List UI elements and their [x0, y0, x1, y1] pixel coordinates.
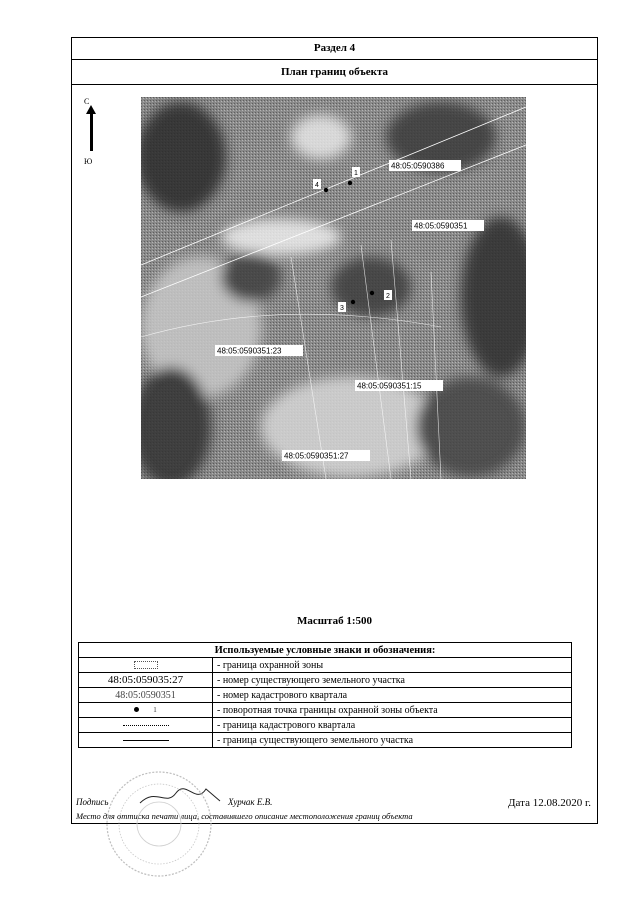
legend-symbol-quarter-number: 48:05:0590351 [79, 688, 213, 703]
legend-row [79, 718, 572, 733]
legend-symbol-quarter-boundary [79, 718, 213, 733]
compass-south-label: Ю [84, 157, 93, 166]
stamp-footnote: Место для оттиска печати лица, составившего описание местоположения границ объекта [76, 811, 413, 821]
point-dot-icon [134, 707, 139, 712]
dotted-line-icon [123, 725, 169, 726]
compass-icon [82, 97, 102, 167]
compass-north-label: С [84, 97, 90, 106]
quarter-label-0590351: 48:05:0590351 [414, 221, 468, 231]
parcel-label-23: 48:05:0590351:23 [217, 346, 282, 356]
document-frame [71, 37, 598, 824]
legend-table [78, 642, 572, 748]
legend-description: - граница охранной зоны [213, 658, 572, 673]
signer-name: Хурчак Е.В. [228, 797, 273, 807]
point-number-sample: 1 [153, 706, 157, 714]
legend-row [79, 733, 572, 748]
signature-date: Дата 12.08.2020 г. [508, 797, 591, 809]
legend-description: - граница кадастрового квартала [213, 718, 572, 733]
legend-header: Используемые условные знаки и обозначения: [79, 643, 572, 658]
legend-symbol-turning-point [79, 703, 213, 718]
parcel-label-15: 48:05:0590351:15 [357, 381, 422, 391]
legend-symbol-protection-zone [79, 658, 213, 673]
legend-description: - номер кадастрового квартала [213, 688, 572, 703]
legend-row [79, 703, 572, 718]
boundary-point [351, 300, 355, 304]
map-scale: Масштаб 1:500 [296, 615, 372, 627]
point-label-1: 1 [354, 170, 358, 177]
legend-row [79, 688, 572, 703]
point-label-3: 3 [340, 305, 344, 312]
quarter-label-0590386: 48:05:0590386 [391, 161, 445, 171]
legend-description: - поворотная точка границы охранной зоны объекта [213, 703, 572, 718]
legend-description: - граница существующего земельного участка [213, 733, 572, 748]
protection-zone-swatch [134, 661, 158, 669]
section-title: Раздел 4 [72, 38, 597, 60]
legend-symbol-parcel-boundary [79, 733, 213, 748]
aerial-map [141, 97, 526, 479]
boundary-point [370, 291, 374, 295]
legend-row [79, 673, 572, 688]
compass-arrow-shaft [90, 111, 93, 151]
legend-header-row [79, 643, 572, 658]
parcel-label-27: 48:05:0590351:27 [284, 451, 349, 461]
boundary-point [348, 181, 352, 185]
solid-line-icon [123, 740, 169, 741]
point-label-2: 2 [386, 293, 390, 300]
plan-title: План границ объекта [72, 60, 597, 85]
legend-symbol-parcel-number: 48:05:059035:27 [79, 673, 213, 688]
boundary-point [324, 188, 328, 192]
legend-description: - номер существующего земельного участка [213, 673, 572, 688]
stamp-seal [103, 768, 215, 880]
signature-label: Подпись [76, 797, 109, 807]
point-label-4: 4 [315, 182, 319, 189]
legend-row [79, 658, 572, 673]
